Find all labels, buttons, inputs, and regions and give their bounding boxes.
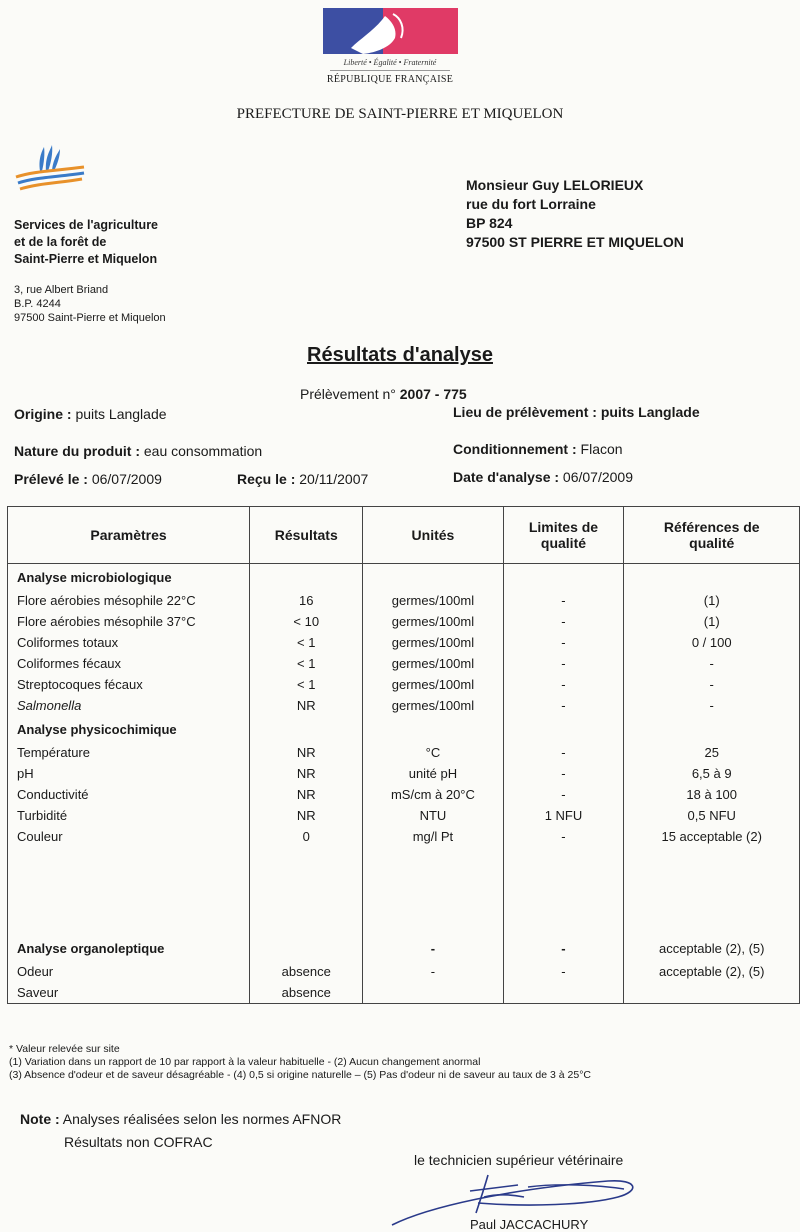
result-cell: 0 [250,826,363,847]
field-label: Reçu le : [237,471,296,487]
field-label: Prélevé le : [14,471,88,487]
param-cell: Turbidité [8,805,250,826]
header-line: Références de [663,519,760,535]
result-cell: NR [250,805,363,826]
section-row [8,716,800,742]
header-references [624,507,800,564]
field-value: 20/11/2007 [295,471,369,487]
unit-cell: - [363,961,503,982]
ref-cell: 18 à 100 [624,784,800,805]
field-label: Lieu de prélèvement : [453,404,597,420]
header-line: Limites de [528,519,599,535]
section-microbiologique: Analyse microbiologique [8,564,250,591]
result-cell: NR [250,742,363,763]
ref-cell: 15 acceptable (2) [624,826,800,847]
param-cell: Flore aérobies mésophile 22°C [8,590,250,611]
field-recu [237,471,368,487]
header-resultats: Résultats [250,507,363,564]
footnote: (3) Absence d'odeur et de saveur désagréable - (4) 0,5 si origine naturelle – (5) Pas d'odeur ni de saveur au taux de 3 à 25°C [9,1069,591,1081]
result-cell: < 10 [250,611,363,632]
service-name [14,217,158,268]
footnote: * Valeur relevée sur site [9,1043,120,1055]
divider [330,70,450,71]
unit-cell: mS/cm à 20°C [363,784,503,805]
note-text: Analyses réalisées selon les normes AFNOR [59,1111,342,1127]
param-cell: Coliformes totaux [8,632,250,653]
limit-cell: 1 NFU [503,805,624,826]
table-row [8,784,800,805]
empty-row [8,847,800,935]
unit-cell: germes/100ml [363,590,503,611]
header-unites: Unités [363,507,503,564]
table-row [8,695,800,716]
address-line: 97500 Saint-Pierre et Miquelon [14,312,166,324]
limit-cell: - [503,611,624,632]
limit-cell: - [503,632,624,653]
note-block [20,1108,341,1154]
limit-cell: - [503,590,624,611]
field-label: Origine : [14,406,72,422]
param-cell: Streptocoques fécaux [8,674,250,695]
note-line [20,1108,341,1131]
unit-cell: °C [363,742,503,763]
param-cell: Couleur [8,826,250,847]
signatory-title: le technicien supérieur vétérinaire [414,1152,624,1168]
ref-cell: (1) [624,611,800,632]
field-value: puits Langlade [71,406,167,422]
document-title: Résultats d'analyse [307,344,493,366]
unit-cell: germes/100ml [363,632,503,653]
ref-cell: - [624,653,800,674]
recipient-line: 97500 ST PIERRE ET MIQUELON [466,234,684,250]
limit-cell: - [503,742,624,763]
field-label: Date d'analyse : [453,469,560,485]
field-nature [14,443,262,459]
service-line: et de la forêt de [14,235,107,249]
result-cell: < 1 [250,674,363,695]
field-label: Conditionnement : [453,441,577,457]
limit-cell: - [503,695,624,716]
unit-cell: - [363,935,503,961]
header-parametres: Paramètres [8,507,250,564]
table-header-row [8,507,800,564]
table-row [8,982,800,1004]
note-label: Note : [20,1111,60,1127]
ref-cell: 6,5 à 9 [624,763,800,784]
table-row [8,611,800,632]
field-date-analyse [453,469,633,485]
limit-cell: - [503,653,624,674]
field-value: puits Langlade [596,404,700,420]
result-cell: absence [250,961,363,982]
section-row [8,564,800,591]
note-line: Résultats non COFRAC [64,1134,213,1150]
table-row [8,590,800,611]
limit-cell: - [503,935,624,961]
param-cell: Température [8,742,250,763]
ref-cell: acceptable (2), (5) [624,961,800,982]
results-table [7,506,800,1004]
ref-cell: - [624,674,800,695]
prefecture-title: PREFECTURE DE SAINT-PIERRE ET MIQUELON [236,106,564,122]
param-cell: Salmonella [8,695,250,716]
sample-number-value: 2007 - 775 [399,386,467,402]
table-row [8,632,800,653]
service-line: Services de l'agriculture [14,218,159,232]
result-cell: absence [250,982,363,1004]
ref-cell: 25 [624,742,800,763]
unit-cell: germes/100ml [363,611,503,632]
table-row [8,742,800,763]
field-value: Flacon [576,441,623,457]
ref-cell: 0 / 100 [624,632,800,653]
service-line: Saint-Pierre et Miquelon [14,252,158,266]
address-line: 3, rue Albert Briand [14,284,109,296]
section-physicochimique: Analyse physicochimique [8,716,250,742]
result-cell: NR [250,763,363,784]
param-cell: Flore aérobies mésophile 37°C [8,611,250,632]
recipient-line: rue du fort Lorraine [466,196,596,212]
ref-cell [624,982,800,1004]
param-cell: pH [8,763,250,784]
section-row [8,935,800,961]
field-lieu [453,404,700,420]
sample-number [300,386,467,402]
limit-cell: - [503,961,624,982]
unit-cell: unité pH [363,763,503,784]
footnote: (1) Variation dans un rapport de 10 par rapport à la valeur habituelle - (2) Aucun changement anormal [9,1056,481,1068]
table-row [8,763,800,784]
param-cell: Conductivité [8,784,250,805]
header-limites [503,507,624,564]
recipient-line: Monsieur Guy LELORIEUX [466,177,644,193]
field-preleve [14,471,162,487]
republic-label: RÉPUBLIQUE FRANÇAISE [326,74,454,85]
unit-cell: germes/100ml [363,653,503,674]
table-row [8,826,800,847]
param-cell: Odeur [8,961,250,982]
header-line: qualité [689,535,735,551]
table-row [8,674,800,695]
table-row [8,961,800,982]
header-line: qualité [540,535,587,551]
ref-cell: 0,5 NFU [624,805,800,826]
result-cell: < 1 [250,632,363,653]
limit-cell [503,982,624,1004]
marianne-logo [323,8,458,54]
unit-cell: germes/100ml [363,695,503,716]
sender-address [14,283,166,325]
ref-cell: (1) [624,590,800,611]
result-cell: NR [250,784,363,805]
motto: Liberté • Égalité • Fraternité [343,58,437,67]
field-origine [14,406,167,422]
recipient-line: BP 824 [466,215,513,231]
signatory-name: Paul JACCACHURY [470,1217,589,1232]
param-cell: Saveur [8,982,250,1004]
agriculture-logo [14,145,86,195]
limit-cell: - [503,784,624,805]
limit-cell: - [503,826,624,847]
limit-cell: - [503,763,624,784]
result-cell: < 1 [250,653,363,674]
table-row [8,653,800,674]
unit-cell: mg/l Pt [363,826,503,847]
table-row [8,805,800,826]
result-cell: 16 [250,590,363,611]
address-line: B.P. 4244 [14,298,61,310]
field-value: 06/07/2009 [559,469,634,485]
field-value: eau consommation [140,443,263,459]
field-label: Nature du produit : [14,443,140,459]
param-cell: Coliformes fécaux [8,653,250,674]
field-value: 06/07/2009 [87,471,162,487]
sample-number-label: Prélèvement n° [300,386,400,402]
unit-cell: NTU [363,805,503,826]
unit-cell: germes/100ml [363,674,503,695]
ref-cell: - [624,695,800,716]
recipient-address [466,176,684,252]
limit-cell: - [503,674,624,695]
unit-cell [363,982,503,1004]
result-cell: NR [250,695,363,716]
ref-cell: acceptable (2), (5) [624,935,800,961]
field-conditionnement [453,441,623,457]
section-organoleptique: Analyse organoleptique [8,935,250,961]
